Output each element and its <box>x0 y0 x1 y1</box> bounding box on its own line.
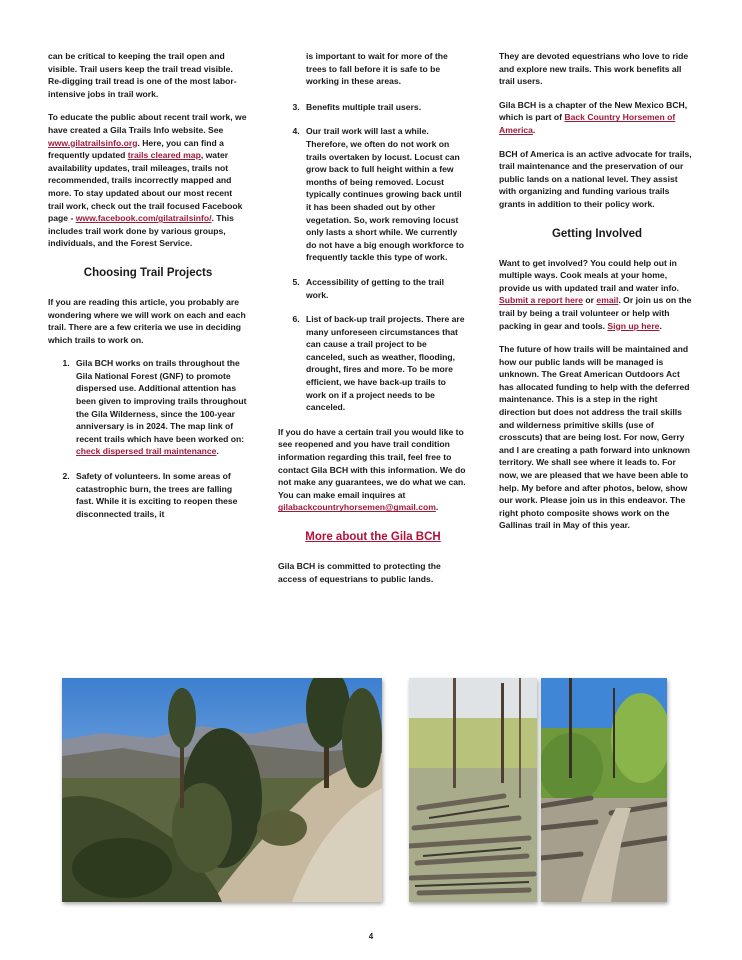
link-gilatrailsinfo[interactable]: www.gilatrailsinfo.org <box>48 137 138 148</box>
link-submit-report[interactable]: Submit a report here <box>499 295 584 306</box>
paragraph-devoted-equestrians: They are devoted equestrians who love to ride and explore new trails. This work benefits all trail users. <box>499 51 689 87</box>
link-sign-up[interactable]: Sign up here <box>607 320 660 331</box>
text-segment: Gila BCH is a chapter of the New Mexico BCH, which is part of <box>499 99 688 123</box>
photo-mountain-trail <box>62 678 382 902</box>
text-segment: To educate the public about recent trail work, we have created a Gila Trails Info website. See <box>48 112 247 135</box>
criteria-item-2-continued: is important to wait for more of the trees to fall before it is safe to be working in these areas. <box>306 51 448 87</box>
criteria-list <box>48 357 248 520</box>
paragraph-committed: Gila BCH is committed to protecting the access of equestrians to public lands. <box>278 561 441 584</box>
text-segment: . Here, you can find a frequently updated <box>48 137 224 161</box>
link-email[interactable]: gilabackcountryhorsemen@gmail.com <box>278 502 436 513</box>
criteria-item-6: 6. List of back-up trail projects. There are many unforeseen circumstances that can cause a trail project to be canceled, such as weather, flooding, drought, fires and more. To be more efficient, we have back-up trails to work on if a project needs to be canceled. <box>302 313 468 414</box>
text-segment: Gila BCH works on trails throughout the Gila National Forest (GNF) to promote dispersed use. Additional attention has been given to improving trails throughout the Gila Wilderness, since the 100-year anniversary is in 2024. The map link of recent trails which have been worked on: <box>76 358 247 444</box>
criteria-item-5: 5. Accessibility of getting to the trail work. <box>302 276 468 301</box>
column-3 <box>499 50 695 543</box>
text-segment: . This includes trail work done by various groups, individuals, and the Forest Service. <box>48 213 234 249</box>
criteria-item-3: 3. Benefits multiple trail users. <box>302 101 468 114</box>
paragraph-criteria-intro: If you are reading this article, you probably are wondering where we will work on each and each trail. There are a few criteria we use in deciding which trails to work on. <box>48 296 246 345</box>
criteria-item-2: 2. Safety of volunteers. In some areas of catastrophic burn, the trees are falling fast. While it is exciting to reopen these disconnected trails, it <box>72 470 248 520</box>
text-segment: . <box>659 320 662 331</box>
text-segment: . <box>532 124 536 135</box>
link-facebook-page[interactable]: www.facebook.com/gilatrailsinfo/ <box>75 213 212 224</box>
text-segment: If you do have a certain trail you would like to see reopened and you have trail condition information regarding this trail, feel free to contact Gila BCH with this information. We do not make any guarantees, we do what we can. You can make email inquires at <box>278 426 466 500</box>
text-segment: . <box>216 446 219 457</box>
paragraph-contact <box>278 426 468 514</box>
criteria-list-continued <box>278 101 468 414</box>
photo-before-logs <box>409 678 537 902</box>
link-dispersed-trail-maintenance[interactable]: check dispersed trail maintenance <box>76 446 217 457</box>
text-segment: or <box>583 295 597 306</box>
link-trails-cleared-map[interactable]: trails cleared map <box>127 150 201 161</box>
paragraph-trail-tread: can be critical to keeping the trail open and visible. Trail users keep the trail tread visible. Re-digging trail tread is one of the most labor-intensive jobs in trail work. <box>48 51 237 99</box>
page-number: 4 <box>368 932 374 941</box>
text-segment: Want to get involved? You could help out in multiple ways. Cook meals at your home, provide us with updated trail and water info. <box>499 257 680 293</box>
link-email-involved[interactable]: email <box>596 295 619 306</box>
criteria-item-4: 4. Our trail work will last a while. Therefore, we often do not work on trails overtaken by locust. Locust can grow back to full height within a few months of being removed. Locust typically continues growing back until it has been shaded out by other vegetation. So, work removing locust only lasts a short while. We currently do not have a big enough workforce to frequently tackle this type of work. <box>302 125 468 264</box>
text-segment: . <box>435 502 439 513</box>
paragraph-educate-public <box>48 111 248 250</box>
criteria-item-1 <box>72 357 248 458</box>
text-segment: , water availability updates, trail mileages, trails not recommended, trails incorrectly mapped and more. To stay updated about our most recent trail work, check out the trail focused Facebook page - <box>48 150 243 224</box>
heading-getting-involved: Getting Involved <box>551 227 643 240</box>
paragraph-chapter <box>499 99 695 137</box>
heading-more-about-gila-bch: More about the Gila BCH <box>305 531 441 543</box>
heading-choosing-trail-projects: Choosing Trail Projects <box>83 266 213 279</box>
paragraph-bch-america: BCH of America is an active advocate for trails, trail maintenance and the preservation of our public lands on a national level. They assist with organizing and funding various trails grants in addition to their policy work. <box>499 148 692 209</box>
paragraph-future: The future of how trails will be maintained and how our public lands will be managed is unknown. The Great American Outdoors Act has allocated funding to help with the deferred maintenance. This is a step in the right direction but does not address the trail skills and wilderness primitive skills (use of crosscuts) that are being lost. For now, Gerry and I are creating a path forward into unknown territory. We shall see where it leads to. For now, we are pleased that we have been able to help. My before and after photos, below, show our work. Please join us in this endeavor. The right photo composite shows work on the Gallinas trail in May of this year. <box>499 344 690 531</box>
text-segment: . Or join us on the trail by being a trail volunteer or help with packing in gear and tools. <box>499 295 692 331</box>
link-bcha[interactable]: Back Country Horsemen of America <box>499 112 676 135</box>
photo-after-cleared <box>541 678 667 902</box>
column-2 <box>278 50 468 596</box>
paragraph-get-involved <box>499 257 695 333</box>
column-1 <box>48 50 248 532</box>
